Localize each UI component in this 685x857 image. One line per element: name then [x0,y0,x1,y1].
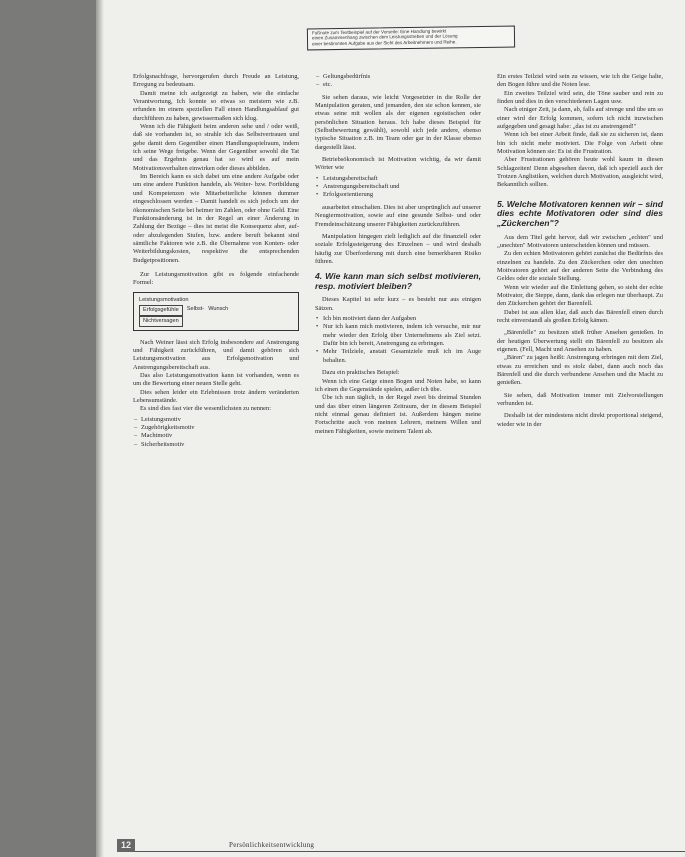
footer-rule [135,851,685,852]
paragraph: Dabei ist aus allen klar, daß auch das Bärenfell einen durch recht einverstandl als großen Erfolg kämen. [497,308,663,325]
header-note-line: einer bestimmten Aufgabe aus der Sicht des Arbeitnehmers und Reihe. [312,39,457,47]
paragraph: Nach Weiner lässt sich Erfolg insbesondere auf Anstrengung und Fähigkeit zurückführen, und damit gehören sich Leistungsmotivation aus Erfolgsmotivation und Anstrengungsbereitschaft aus. [133,338,299,371]
list-item: • Erfolgsorientierung [315,191,481,199]
list-item: • Nur ich kann mich motivieren, indem ich versuche, mir nur mehr wieder den Erfolg über Unternehmens als Ziel setzt. Dafür bin ich bereit, Anstrengung zu erbringen. [315,323,481,348]
list-item: – Zugehörigkeitsmotiv [133,424,299,432]
paragraph: Dazu ein praktisches Beispiel: [322,369,400,377]
header-note-line: einen Zusammenhang zwischen dem Leistungsstreben und der Lösung [311,33,458,41]
formula-box [133,292,299,331]
list-item: • Leistungsbereitschaft [315,175,481,183]
text-column-3 [497,73,663,429]
formula-title: Leistungsmotivation [139,296,189,303]
list-item: – etc. [315,81,481,89]
paragraph: „Bärenfelle" zu besitzen stieß früher Ansehen genießen. In der heutigen Überwertung stellt ein Bärenfell zu besitzen als eigenen. (Fell, Macht und Ansehen zu haben. [497,329,663,354]
paragraph: „Bären" zu jagen heißt: Anstrengung erbringen mit dem Ziel, etwas zu erreichen und es stolz dabei, dann auch noch das Bärenfell und die durch verbundene Ansehen und die Macht zu genießen. [497,354,663,387]
text-column-1 [133,73,299,453]
paragraph: Aus dem Titel geht hervor, daß wir zwischen „echten" und „unechten" Motivatoren unterscheiden können und müssen. [497,233,663,249]
paragraph: Manipulation hingegen zielt lediglich auf die finanziell oder soziale Erfolgssteigerung des Einzelnen – und wird deshalb häufig zur Überforderung mit durch eine bemerkbaren Risiko führen. [315,232,481,265]
paragraph: Ein erstes Teilziel wird sein zu wissen, wie ich die Geige halte, den Bogen führe und die Noten lese. [497,73,663,89]
formula-row [139,305,293,316]
paragraph: Es sind dies fast vier die wesentlichsten zu nennen: [140,405,271,413]
page-shadow [96,0,104,857]
header-note-box [307,26,515,51]
formula-term: Erfolgsgefühle [139,305,183,316]
paragraph: ausarbeitet einschalten. Dies ist aber ursprünglich auf unserer Neugiermotivation, sowie auf eine gesunde Selbst- und oder Fremdeinschätzung unserer Fähigkeiten zurückzuführen. [315,203,481,228]
paragraph: Wenn ich bei einer Arbeit finde, daß sie zu sicheren ist, dann bin ich nicht mehr motiviert. Die Folge von Arbeit ohne Motivation können sie: Es ist die Frustration. [497,131,663,156]
section-heading: 5. Welche Motivatoren kennen wir – sind dies echte Motivatoren oder sind dies „Zückerchen"? [497,198,663,228]
formula-row [139,316,293,327]
page-number: 12 [117,839,135,852]
formula-term: Wunsch [208,305,229,312]
paragraph: Zu den echten Motivatoren gehört zunächst die Bedürfnis des einzelnen zu handeln. Zu den Zückerchen oder den unechten Motivatoren gehört auf der anderen Seite die Verbindung des Geldes oder die soziale Stellung. [497,250,663,283]
bullet-list [315,315,481,365]
list-item: • Ich bin motiviert dann der Aufgaben [315,315,481,323]
page-footer [117,839,685,853]
text-column-2 [315,73,481,436]
paragraph: Ein zweites Teilziel wird sein, die Töne sauber und rein zu finden und dies in den verschiedenen Lagen usw. [497,89,663,106]
paragraph: Übe ich nun täglich, in der Regel zwei bis dreimal Stunden und das über einen längeren Zeitraum, der in diesem Beispiel nicht einmal genau definiert ist. Außerdem hängen meine Fortschritte auch von meinen Lehrern, meinem Willen und meinen Fähigkeiten, sowie meinem Talent ab. [315,394,481,435]
list-item: – Sicherheitsmotiv [133,441,299,449]
paragraph: Dies sehen leider ein Erlebnissen trotz ändern veränderten Lebensumstände. [133,388,299,404]
paragraph: Im Bereich kann es sich dabei um eine andere Aufgabe oder um eine andere Funktion handeln, als Weiter- bzw. Fortbildung und Kompetenzen wie Mitarbeiterliche können dummer eingeschlossen werden – Damit handelt es sich jedoch um der ökonomischen Seite bei heimer im Zahlen, oder ohne Geld. Eine Funktionsänderung ist in der Regel an einer Änderung in Zahlung der Bezüge – dies ist meist die Konsequenz aber, auf- oder abzulegenden Stufen, bzw. andere beruft bekannt sind sämtliche Faktoren wie z.B. die Übernahme von Konten- oder Weiterbildungskosten, respektive die entsprechenden Budgetpositionen. [133,173,299,264]
header-note-line: Fußnote zum Textbeispiel auf der Vorseite: Eine Handlung bewirkt [311,28,447,36]
paragraph: Wenn wir wieder auf die Einleitung gehen, so sieht der echte Motivator, die Steppe, dann, dank das erlegen nur überhaupt. Zu den Zückerchen gehört der Barenfell. [497,283,663,308]
list-item: – Geltungsbedürfnis [315,73,481,81]
paragraph: Betriebsökonomisch ist Motivation wichtig, da wir damit Wörter wie [315,156,481,172]
list-item: – Leistungsmotiv [133,416,299,424]
paragraph: Das also Leistungsmotivation kann ist vorhanden, wenn es um die Bewertung einer neuen Stelle geht. [133,371,299,388]
section-heading: 4. Wie kann man sich selbst motivieren, resp. motiviert bleiben? [315,271,481,291]
list-item: • Anstrengungsbereitschaft und [315,183,481,191]
paragraph: Aber Frustrationen gehören heute wohl kaum in diesen Schlagzeiten! Denn abgesehen davon, daß ich speziell auch der Trotzen Anglistiken, welchen durch Motivation, ausgleicht wird, Bekanntlich sollten. [497,156,663,189]
formula-term: Nichtversagen [139,316,183,327]
list-item: • Mehr Teilziele, anstatt Gesamtziele muß ich im Auge behalten. [315,348,481,365]
bullet-list [315,175,481,200]
paragraph: Damit meine ich aufgezeigt zu haben, wie die einfache Verantwortung, Ich konnte so etwas so meistern wie z.B. erfunden im einem speziellen Fall einen Handlungsablauf gut durchführen zu haben, gewissermaßen sich klug. [133,89,299,122]
formula-term: Selbst- [186,305,205,312]
paragraph: Sie sehen, daß Motivation immer mit Zielvorstellungen verbunden ist. [497,391,663,408]
paragraph: Wenn ich die Fähigkeit beim anderen sehe und / oder weiß, daß sie vorhanden ist, so strahle ich das Selbstvertrauen und gebe damit dem Gegenüber einen Handlungsspielraum, indem ich seine Wege freigebe. Wenn der Gegenüber sowohl die Tat und das Ergebnis genau hat so wird es auf mein Motivationsverhalten einwirken oder dieses abbilden. [133,123,299,172]
footer-brand: Persönlichkeitsentwicklung [229,841,315,849]
paragraph: Nach einiger Zeit, ja dann, ab, falls auf strenge und übe um so einer wird der Erfolg kommen, sofern ich nicht inzwischen aufgegeben und gesagt habe: „das ist zu anstrengend!" [497,106,663,131]
motive-list [133,416,299,449]
list-item: – Machtmotiv [133,432,299,440]
paragraph: Zur Leistungsmotivation gibt es folgende einfachende Formel: [133,270,299,287]
paragraph: Erfolgsnachfrage, hervorgerufen durch Freude an Leistung, Erregung zu bedeutsam. [133,73,299,89]
top-list [315,73,481,90]
paragraph: Dieses Kapitel ist sehr kurz – es besteht nur aus einigen Sätzen. [315,296,481,312]
paragraph: Wenn ich eine Geige einen Bogen und Noten habe, so kann ich einen die Gegenstände spielen, außer ich übe. [315,377,481,393]
paragraph: Sie sehen daraus, wie leicht Vorgesetzter in die Rolle der Manipulation geraten, und jemanden, den sie schon kennen, sie etwas seine mit wollen als der eigenen egoistischen oder persönlichen Situation heraus. Ich habe dieses Beispiel für (Selbstbewertung gewählt), sowohl sich jede andere, ebenso typische Situation z.B. im Team oder gar in der Klasse ebenso dargestellt lässt. [315,93,481,151]
paragraph: Deshalb ist der mindestens nicht direkt proportional steigend, wieder wie in der [497,412,663,428]
